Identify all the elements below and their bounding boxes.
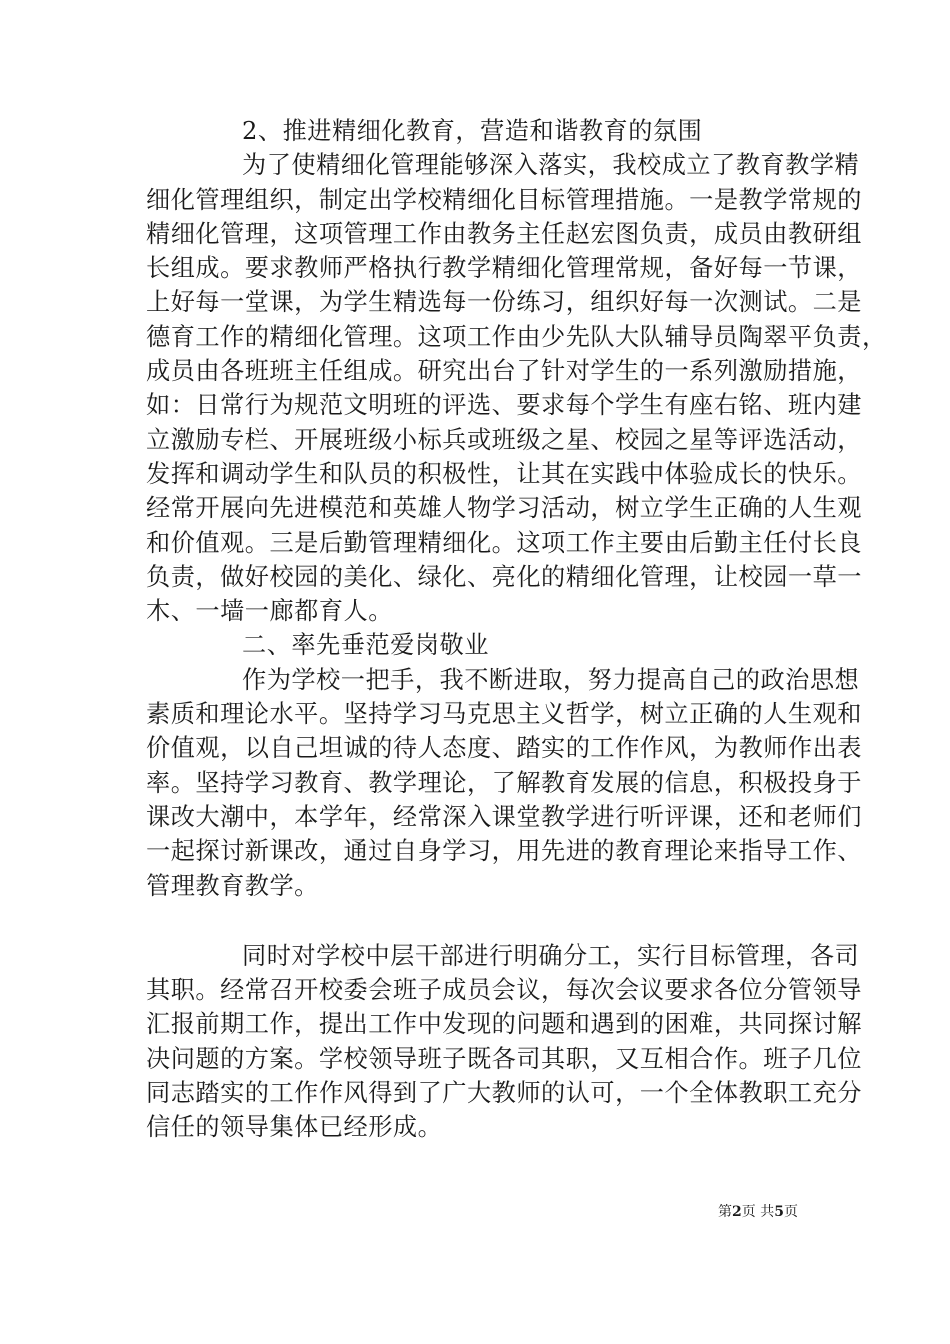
text-line: 汇报前期工作，提出工作中发现的问题和遇到的困难，共同探讨解	[146, 1010, 862, 1039]
text-line: 和价值观。三是后勤管理精细化。这项工作主要由后勤主任付长良	[146, 528, 862, 557]
current-page-number: 2	[732, 1204, 742, 1220]
total-pages-number: 5	[774, 1204, 784, 1220]
text-line: 素质和理论水平。坚持学习马克思主义哲学，树立正确的人生观和	[146, 700, 862, 729]
text-line: 同时对学校中层干部进行明确分工，实行目标管理，各司	[242, 941, 860, 970]
text-line: 成员由各班班主任组成。研究出台了针对学生的一系列激励措施，	[146, 357, 862, 386]
text-line: 细化管理组织，制定出学校精细化目标管理措施。一是教学常规的	[146, 185, 862, 214]
text-line: 为了使精细化管理能够深入落实，我校成立了教育教学精	[242, 151, 860, 180]
text-line: 如：日常行为规范文明班的评选、要求每个学生有座右铭、班内建	[146, 391, 862, 420]
text-line: 木、一墙一廊都育人。	[146, 597, 393, 626]
text-line: 信任的领导集体已经形成。	[146, 1113, 443, 1142]
text-line: 一起探讨新课改，通过自身学习，用先进的教育理论来指导工作、	[146, 837, 862, 866]
text-line: 经常开展向先进模范和英雄人物学习活动，树立学生正确的人生观	[146, 494, 862, 523]
footer-prefix: 第	[718, 1204, 732, 1220]
paragraph-3	[146, 939, 862, 1145]
text-line: 课改大潮中，本学年，经常深入课堂教学进行听评课，还和老师们	[146, 802, 862, 831]
text-line: 德育工作的精细化管理。这项工作由少先队大队辅导员陶翠平负责，	[146, 322, 887, 351]
text-line: 价值观，以自己坦诚的待人态度、踏实的工作作风，为教师作出表	[146, 734, 862, 763]
text-line: 立激励专栏、开展班级小标兵或班级之星、校园之星等评选活动，	[146, 425, 862, 454]
section-heading: 二、率先垂范爱岗敬业	[242, 631, 489, 660]
paragraph-1	[146, 148, 887, 628]
paragraph-2	[146, 663, 862, 903]
text-line: 决问题的方案。学校领导班子既各司其职，又互相合作。班子几位	[146, 1044, 862, 1073]
text-line: 精细化管理，这项管理工作由教务主任赵宏图负责，成员由教研组	[146, 219, 862, 248]
section-heading: 2、推进精细化教育，营造和谐教育的氛围	[242, 117, 703, 145]
text-line: 上好每一堂课，为学生精选每一份练习，组织好每一次测试。二是	[146, 288, 862, 317]
text-line: 其职。经常召开校委会班子成员会议，每次会议要求各位分管领导	[146, 976, 862, 1005]
paragraph-spacer	[146, 903, 822, 939]
text-line: 长组成。要求教师严格执行教学精细化管理常规，备好每一节课，	[146, 254, 862, 283]
footer-middle: 页 共	[741, 1204, 775, 1220]
text-line: 发挥和调动学生和队员的积极性，让其在实践中体验成长的快乐。	[146, 459, 862, 488]
text-line: 同志踏实的工作作风得到了广大教师的认可，一个全体教职工充分	[146, 1079, 862, 1108]
text-line: 作为学校一把手，我不断进取，努力提高自己的政治思想	[242, 665, 860, 694]
document-page	[146, 114, 887, 1145]
page-footer	[718, 1203, 798, 1221]
text-line: 负责，做好校园的美化、绿化、亮化的精细化管理，让校园一草一	[146, 562, 862, 591]
footer-suffix: 页	[783, 1204, 798, 1220]
text-line: 管理教育教学。	[146, 871, 319, 900]
text-line: 率。坚持学习教育、教学理论，了解教育发展的信息，积极投身于	[146, 768, 862, 797]
